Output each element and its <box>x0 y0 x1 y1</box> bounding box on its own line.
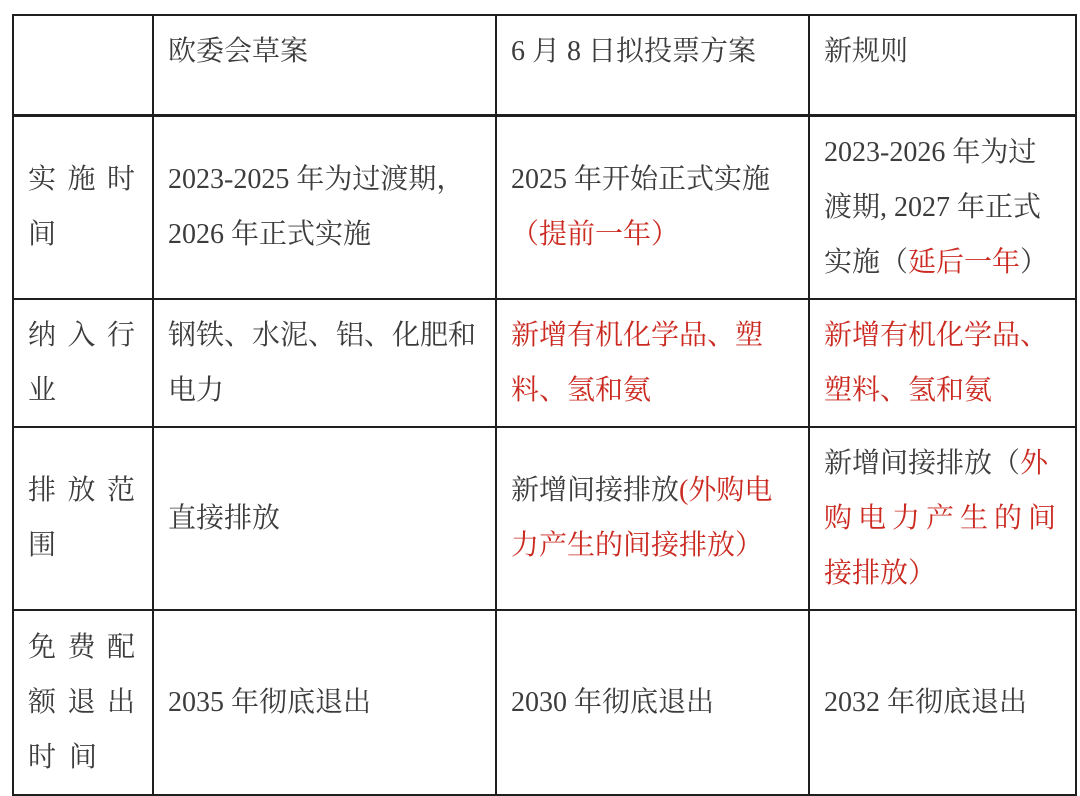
text-segment: 2035 年彻底退出 <box>168 686 372 718</box>
row-label-line <box>28 730 135 785</box>
row-label-char: 额 <box>28 686 57 718</box>
data-cell <box>153 115 496 299</box>
text-segment: ） <box>1020 246 1049 278</box>
data-cell <box>809 427 1076 610</box>
column-header-june8-vote-plan: 6 月 8 日拟投票方案 <box>496 15 809 115</box>
row-label-line <box>28 620 135 675</box>
row-label-cell <box>13 427 153 610</box>
highlight-text-segment: 延后一年 <box>908 246 1021 278</box>
row-label-char: 纳 <box>28 319 57 351</box>
data-cell <box>496 115 809 299</box>
row-label-char: 费 <box>67 631 96 663</box>
data-cell <box>153 299 496 427</box>
data-cell <box>496 610 809 795</box>
row-label-char: 放 <box>67 475 96 506</box>
row-label-char: 退 <box>67 686 96 718</box>
row-label-char: 行 <box>106 319 135 351</box>
row-label-cell <box>13 610 153 795</box>
text-segment: 2023-2026 年为过 <box>824 136 1037 168</box>
text-segment: 2032 年彻底退出 <box>824 686 1028 718</box>
table-row <box>13 610 1076 795</box>
column-header-eu-commission-draft: 欧委会草案 <box>153 15 496 115</box>
data-cell <box>153 427 496 610</box>
row-label-line <box>28 363 135 418</box>
row-label-line <box>28 675 135 730</box>
cbam-comparison-table <box>12 14 1077 796</box>
table-row <box>13 299 1076 427</box>
row-label-line <box>28 207 135 262</box>
data-cell <box>809 610 1076 795</box>
highlight-text-segment: （提前一年） <box>511 219 680 250</box>
row-label-char: 时 <box>28 741 57 773</box>
highlight-text-segment: 新增有机化学品、 <box>824 319 1049 351</box>
text-segment: 新增间接排放 <box>511 475 680 506</box>
row-label-line <box>28 518 135 573</box>
row-label-cell <box>13 115 153 299</box>
table-row <box>13 427 1076 610</box>
data-cell <box>153 610 496 795</box>
corner-cell <box>13 15 153 115</box>
highlight-text-segment: 塑料、氢和氨 <box>824 374 993 406</box>
highlight-text-segment: 力产生的间接排放） <box>511 530 764 561</box>
text-segment: 2023-2025 年为过渡期， <box>168 164 465 195</box>
comparison-table-wrapper <box>12 14 1077 796</box>
row-label-line <box>28 463 135 518</box>
row-label-char: 出 <box>106 686 135 718</box>
text-segment: 实施（ <box>824 246 909 278</box>
row-label-char: 业 <box>28 374 57 406</box>
row-label-char: 间 <box>69 741 98 773</box>
row-label-char: 时 <box>106 164 135 195</box>
highlight-text-segment: 接排放） <box>824 557 937 589</box>
row-label-char: 范 <box>106 475 135 506</box>
text-segment: 直接排放 <box>168 502 281 534</box>
text-segment: 2030 年彻底退出 <box>511 686 715 718</box>
data-cell <box>809 115 1076 299</box>
row-label-line <box>28 152 135 207</box>
row-label-char: 入 <box>67 319 96 351</box>
data-cell <box>496 299 809 427</box>
highlight-text-segment: (外购电 <box>679 475 773 506</box>
row-label-char: 排 <box>28 475 57 506</box>
highlight-text-segment: 外 <box>1020 447 1049 479</box>
text-segment: 2026 年正式实施 <box>168 219 372 250</box>
row-label-char: 免 <box>28 631 57 663</box>
data-cell <box>809 299 1076 427</box>
text-segment: 新增间接排放（ <box>824 447 1021 479</box>
row-label-char: 围 <box>28 530 57 561</box>
data-cell <box>496 427 809 610</box>
highlight-text-segment: 新增有机化学品、塑 <box>511 319 764 351</box>
table-row <box>13 115 1076 299</box>
header-row <box>13 15 1076 115</box>
text-segment: 2025 年开始正式实施 <box>511 164 771 195</box>
row-label-cell <box>13 299 153 427</box>
text-segment: 渡期, 2027 年正式 <box>824 191 1042 223</box>
column-header-new-rules: 新规则 <box>809 15 1076 115</box>
highlight-text-segment: 购电力产生的间 <box>824 502 1063 534</box>
highlight-text-segment: 料、氢和氨 <box>511 374 652 406</box>
table-body <box>13 115 1076 795</box>
row-label-line <box>28 308 135 363</box>
text-segment: 钢铁、水泥、铝、化肥和 <box>168 319 477 351</box>
row-label-char: 间 <box>28 219 57 250</box>
text-segment: 电力 <box>168 374 225 406</box>
row-label-char: 实 <box>28 164 57 195</box>
row-label-char: 配 <box>106 631 135 663</box>
row-label-char: 施 <box>67 164 96 195</box>
